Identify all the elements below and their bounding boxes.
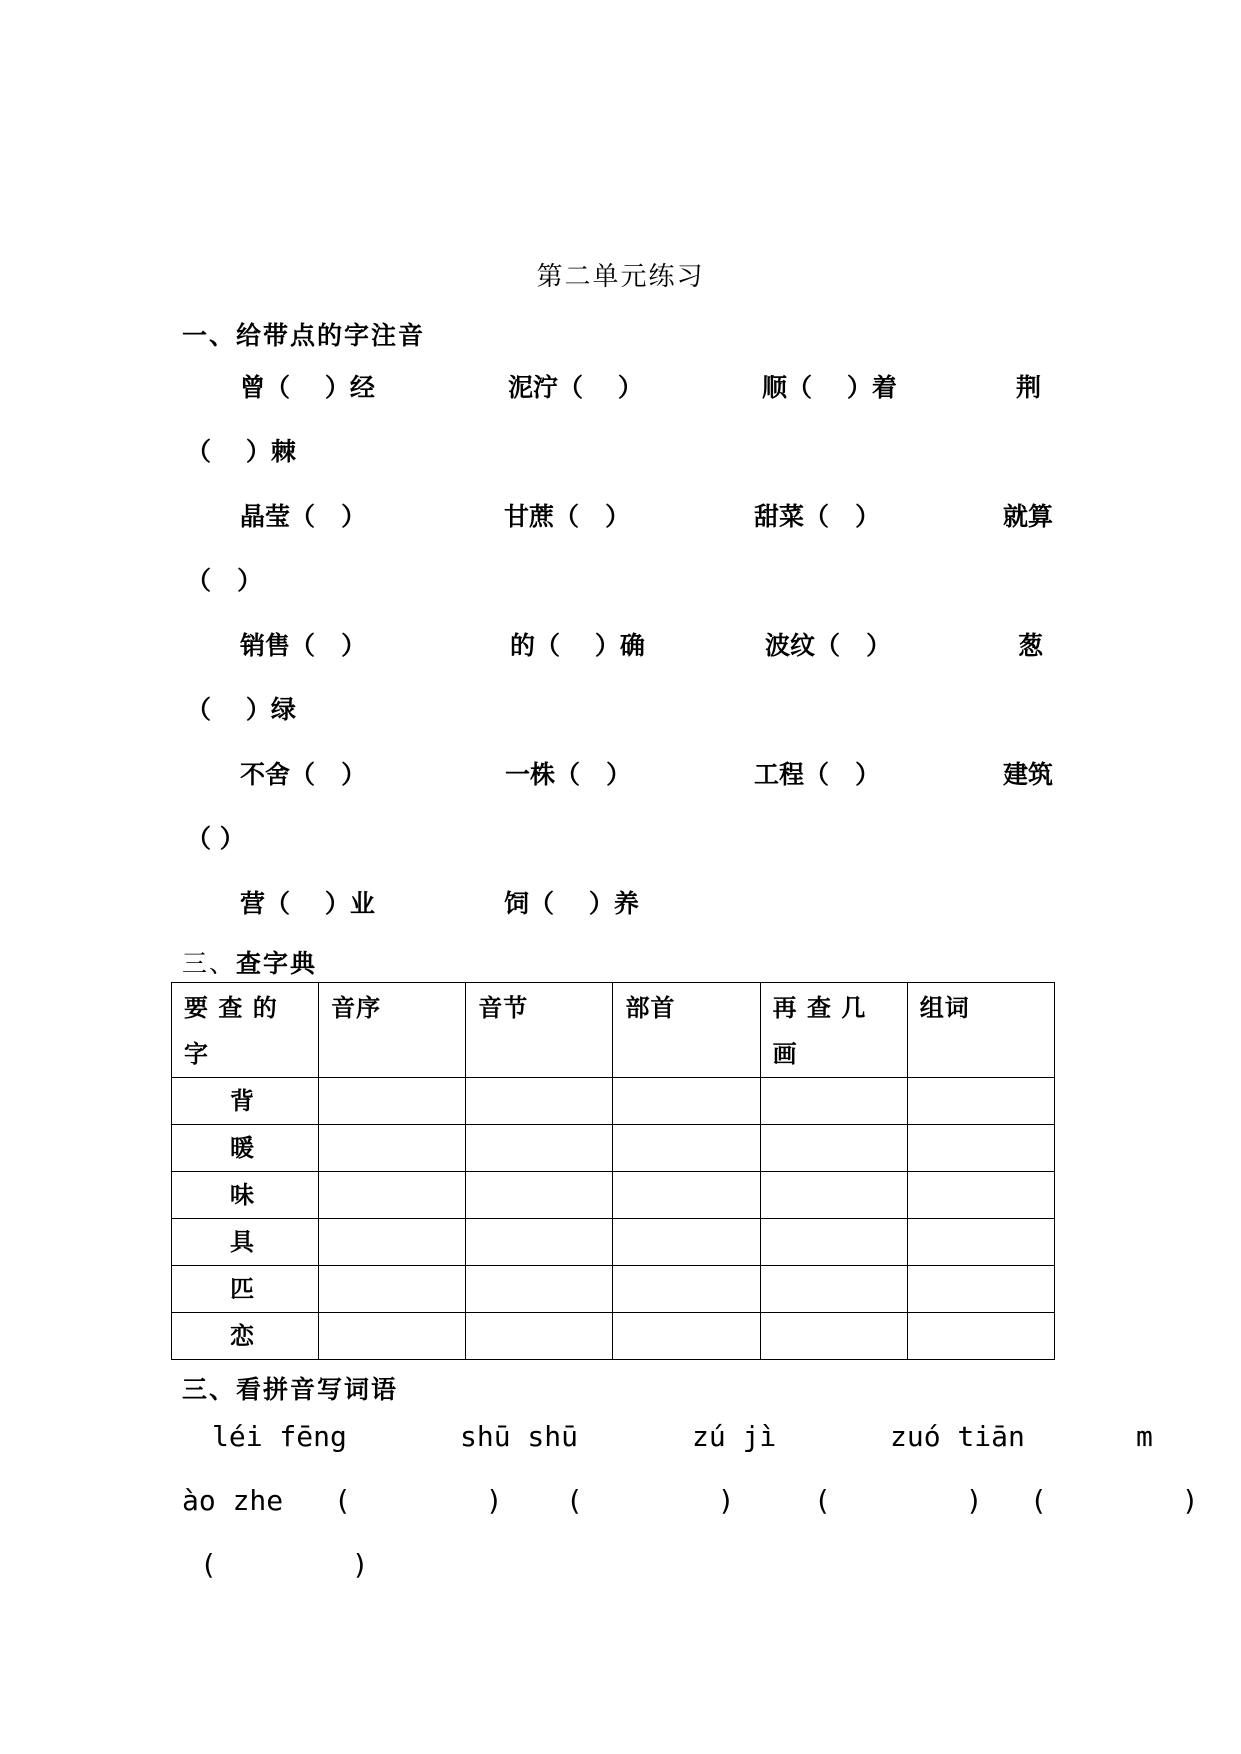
answer-cell[interactable]: [907, 1125, 1054, 1172]
zhuyin-item: 晶莹（ ）: [240, 502, 367, 531]
zhuyin-row-9: [0, 884, 1241, 924]
pinyin-item: léi fēng: [212, 1420, 347, 1453]
zhuyin-row-8: [0, 819, 1241, 859]
zhuyin-row-3: [0, 497, 1241, 537]
zhuyin-item: 就算: [1003, 502, 1054, 531]
zhuyin-item: 甜菜（ ）: [754, 502, 881, 531]
table-row: [172, 1125, 1055, 1172]
answer-cell[interactable]: [907, 1313, 1054, 1360]
pinyin-row-3: [0, 1548, 1241, 1588]
answer-cell[interactable]: [613, 1172, 760, 1219]
zhuyin-item: 饲（ ）养: [504, 889, 639, 918]
answer-blank[interactable]: ( ): [814, 1484, 983, 1517]
zhuyin-item: 荆: [1016, 373, 1042, 402]
answer-cell[interactable]: [466, 1172, 613, 1219]
answer-cell[interactable]: [319, 1266, 466, 1313]
answer-cell[interactable]: [613, 1078, 760, 1125]
table-header-cell: 组词: [907, 983, 1054, 1078]
answer-cell[interactable]: [760, 1172, 907, 1219]
answer-cell[interactable]: [760, 1219, 907, 1266]
answer-cell[interactable]: [907, 1266, 1054, 1313]
zhuyin-row-5: [0, 626, 1241, 666]
pinyin-item: m: [1136, 1420, 1153, 1453]
lookup-char: 暖: [172, 1125, 319, 1172]
zhuyin-row-4: [0, 561, 1241, 601]
answer-cell[interactable]: [319, 1219, 466, 1266]
zhuyin-item: 曾（ ）经: [240, 373, 375, 402]
zhuyin-row-7: [0, 755, 1241, 795]
answer-cell[interactable]: [319, 1078, 466, 1125]
zhuyin-item: 泥泞（ ）: [508, 373, 643, 402]
answer-cell[interactable]: [613, 1125, 760, 1172]
answer-cell[interactable]: [907, 1078, 1054, 1125]
zhuyin-item: 的（ ）确: [510, 631, 645, 660]
pinyin-item: zuó tiān: [890, 1420, 1025, 1453]
answer-cell[interactable]: [466, 1078, 613, 1125]
table-row: [172, 1313, 1055, 1360]
table-header-cell: 要 查 的 字: [172, 983, 319, 1078]
section-1-heading: 一、给带点的字注音: [182, 321, 426, 350]
answer-cell[interactable]: [466, 1266, 613, 1313]
answer-blank[interactable]: ( ): [200, 1548, 369, 1581]
zhuyin-row-6: [0, 690, 1241, 730]
table-row: [172, 1219, 1055, 1266]
section-2-number: 三、: [182, 949, 237, 978]
zhuyin-item: 营（ ）业: [240, 889, 375, 918]
table-header-row: [172, 983, 1055, 1078]
answer-cell[interactable]: [907, 1172, 1054, 1219]
table-row: [172, 1266, 1055, 1313]
zhuyin-item: 工程（ ）: [754, 760, 881, 789]
section-2-heading: [182, 944, 317, 980]
answer-cell[interactable]: [613, 1313, 760, 1360]
zhuyin-item: （ ）绿: [186, 695, 296, 724]
answer-cell[interactable]: [760, 1125, 907, 1172]
lookup-char: 具: [172, 1219, 319, 1266]
pinyin-item: zú jì: [692, 1420, 777, 1453]
answer-cell[interactable]: [760, 1266, 907, 1313]
zhuyin-item: 不舍（ ）: [240, 760, 367, 789]
answer-blank[interactable]: ( ): [566, 1484, 735, 1517]
zhuyin-item: 甘蔗（ ）: [504, 502, 631, 531]
zhuyin-item: 波纹（ ）: [765, 631, 892, 660]
table-row: [172, 1172, 1055, 1219]
zhuyin-item: （ ）棘: [186, 437, 296, 466]
zhuyin-item: （ ）: [186, 824, 245, 853]
zhuyin-item: 葱: [1018, 631, 1044, 660]
dictionary-table: [171, 982, 1055, 1360]
answer-cell[interactable]: [760, 1313, 907, 1360]
lookup-char: 恋: [172, 1313, 319, 1360]
zhuyin-item: 建筑: [1003, 760, 1054, 789]
lookup-char: 匹: [172, 1266, 319, 1313]
answer-cell[interactable]: [907, 1219, 1054, 1266]
answer-cell[interactable]: [466, 1125, 613, 1172]
answer-blank[interactable]: ( ): [334, 1484, 503, 1517]
answer-cell[interactable]: [466, 1313, 613, 1360]
answer-blank[interactable]: ( ): [1030, 1484, 1199, 1517]
section-2-title: 查字典: [236, 949, 318, 978]
answer-cell[interactable]: [466, 1219, 613, 1266]
answer-cell[interactable]: [760, 1078, 907, 1125]
table-header-cell: 再 查 几 画: [760, 983, 907, 1078]
table-row: [172, 1078, 1055, 1125]
answer-cell[interactable]: [613, 1266, 760, 1313]
section-3-heading: 三、看拼音写词语: [182, 1375, 399, 1404]
pinyin-item: shū shū: [460, 1420, 579, 1453]
table-header-cell: 音序: [319, 983, 466, 1078]
answer-cell[interactable]: [613, 1219, 760, 1266]
zhuyin-item: 销售（ ）: [240, 631, 367, 660]
zhuyin-row-2: [0, 432, 1241, 472]
table-header-cell: 部首: [613, 983, 760, 1078]
lookup-char: 味: [172, 1172, 319, 1219]
zhuyin-item: （ ）: [186, 566, 263, 595]
zhuyin-row-1: [0, 368, 1241, 408]
table-header-cell: 音节: [466, 983, 613, 1078]
page-title: 第二单元练习: [536, 262, 705, 292]
zhuyin-item: 顺（ ）着: [762, 373, 897, 402]
answer-cell[interactable]: [319, 1125, 466, 1172]
answer-cell[interactable]: [319, 1313, 466, 1360]
pinyin-item: ào zhe: [182, 1484, 284, 1517]
pinyin-row-1: [0, 1420, 1241, 1460]
pinyin-row-2: [0, 1484, 1241, 1524]
zhuyin-item: 一株（ ）: [505, 760, 632, 789]
lookup-char: 背: [172, 1078, 319, 1125]
answer-cell[interactable]: [319, 1172, 466, 1219]
